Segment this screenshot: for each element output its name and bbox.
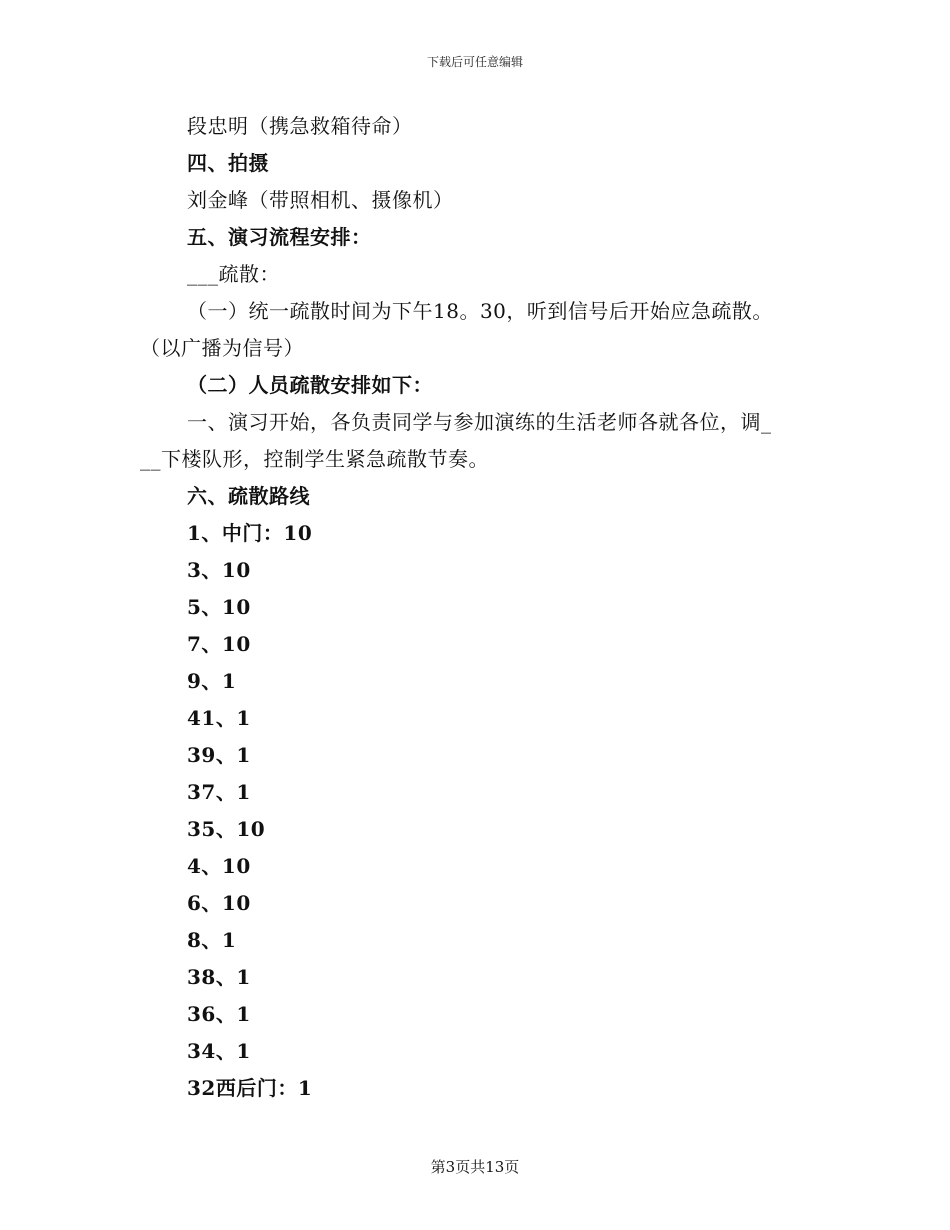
header-note: 下载后可任意编辑: [426, 55, 523, 69]
route-item: 6、10: [187, 891, 251, 915]
route-item: 4、10: [187, 854, 251, 878]
text-line: 一、演习开始，各负责同学与参加演练的生活老师各就各位，调_: [187, 410, 772, 434]
route-item: 34、1: [187, 1039, 251, 1063]
route-item: 5、10: [187, 595, 251, 619]
text-line: __下楼队形，控制学生紧急疏散节奏。: [140, 447, 489, 471]
route-item: 38、1: [187, 965, 251, 989]
section-heading: 五、演习流程安排：: [187, 225, 372, 249]
text-line: ___疏散：: [187, 262, 280, 286]
route-item: 36、1: [187, 1002, 251, 1026]
route-item: 7、10: [187, 632, 251, 656]
page-indicator: 第3页共13页: [430, 1158, 520, 1176]
subsection-heading: （二）人员疏散安排如下：: [187, 373, 433, 397]
text-line: 段忠明（携急救箱待命）: [187, 114, 413, 138]
route-item: 35、10: [187, 817, 266, 841]
section-heading: 四、拍摄: [187, 151, 269, 175]
text-line: （一）统一疏散时间为下午18。30，听到信号后开始应急疏散。: [187, 299, 773, 323]
text-line: 刘金峰（带照相机、摄像机）: [187, 188, 454, 212]
route-item: 3、10: [187, 558, 251, 582]
route-item: 39、1: [187, 743, 251, 767]
route-item: 41、1: [187, 706, 251, 730]
route-item: 1、中门：10: [187, 521, 313, 545]
route-item: 32西后门：1: [187, 1076, 313, 1100]
route-item: 8、1: [187, 928, 237, 952]
route-item: 9、1: [187, 669, 237, 693]
route-item: 37、1: [187, 780, 251, 804]
text-line: （以广播为信号）: [140, 336, 304, 360]
section-heading: 六、疏散路线: [187, 484, 310, 508]
